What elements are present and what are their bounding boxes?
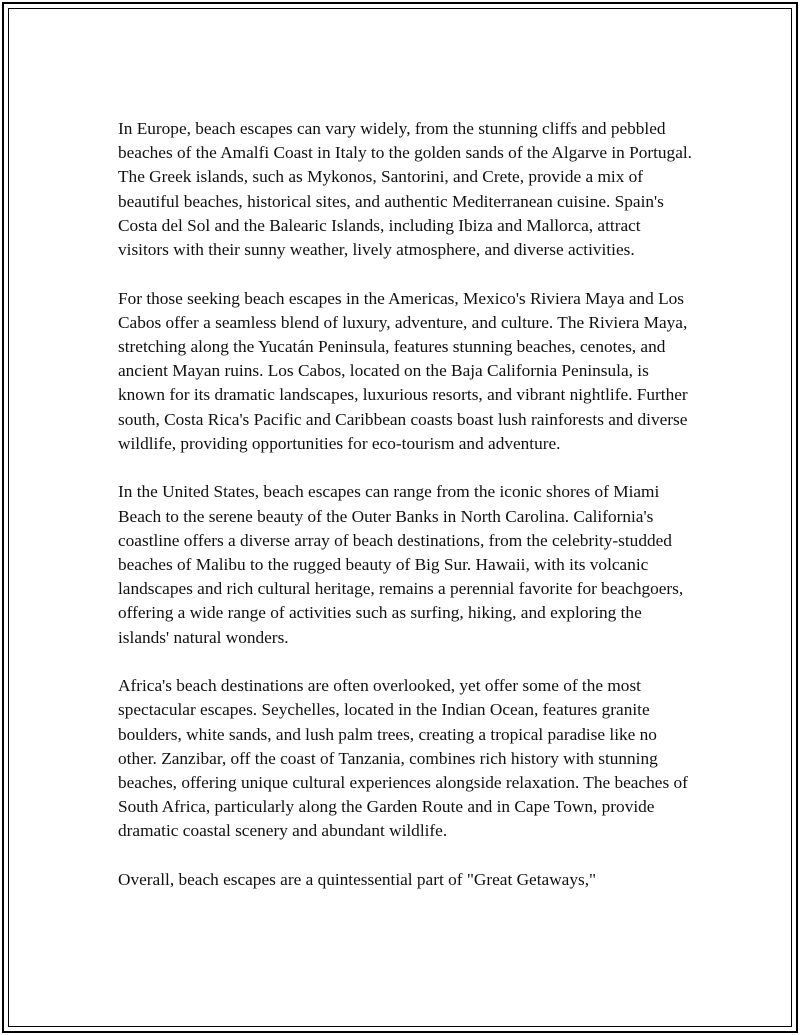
- paragraph-united-states: In the United States, beach escapes can range from the iconic shores of Miami Beach to the serene beauty of the Outer Banks in North Carolina. California's coastline offers a diverse array of beach destinations, from the celebrity-studded beaches of Malibu to the rugged beauty of Big Sur. Hawaii, with its volcanic landscapes and rich cultural heritage, remains a perennial favorite for beachgoers, offering a wide range of activities such as surfing, hiking, and exploring the islands' natural wonders.: [118, 482, 684, 647]
- paragraph-americas: For those seeking beach escapes in the Americas, Mexico's Riviera Maya and Los Cabos offer a seamless blend of luxury, adventure, and culture. The Riviera Maya, stretching along the Yucatán Peninsula, features stunning beaches, cenotes, and ancient Mayan ruins. Los Cabos, located on the Baja California Peninsula, is known for its dramatic landscapes, luxurious resorts, and vibrant nightlife. Further south, Costa Rica's Pacific and Caribbean coasts boast lush rainforests and diverse wildlife, providing opportunities for eco-tourism and adventure.: [118, 288, 688, 453]
- paragraph-overall: Overall, beach escapes are a quintessential part of "Great Getaways,": [118, 870, 597, 890]
- document-body: [118, 117, 693, 917]
- paragraph-europe: In Europe, beach escapes can vary widely, from the stunning cliffs and pebbled beaches of the Amalfi Coast in Italy to the golden sands of the Algarve in Portugal. The Greek islands, such as Mykonos, Santorini, and Crete, provide a mix of beautiful beaches, historical sites, and authentic Mediterranean cuisine. Spain's Costa del Sol and the Balearic Islands, including Ibiza and Mallorca, attract visitors with their sunny weather, lively atmosphere, and diverse activities.: [118, 119, 692, 260]
- paragraph-africa: Africa's beach destinations are often overlooked, yet offer some of the most spectacular escapes. Seychelles, located in the Indian Ocean, features granite boulders, white sands, and lush palm trees, creating a tropical paradise like no other. Zanzibar, off the coast of Tanzania, combines rich history with stunning beaches, offering unique cultural experiences alongside relaxation. The beaches of South Africa, particularly along the Garden Route and in Cape Town, provide dramatic coastal scenery and abundant wildlife.: [118, 676, 688, 841]
